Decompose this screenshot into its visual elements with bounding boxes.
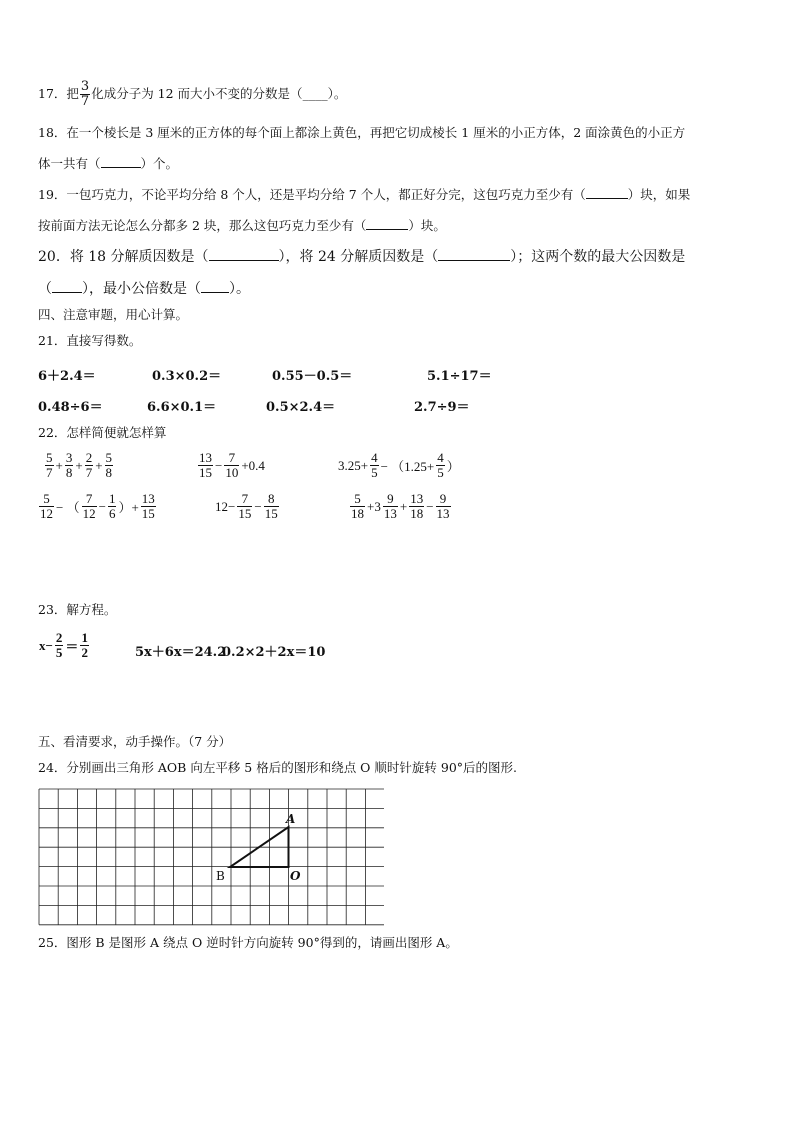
- grid-diagram: [38, 788, 384, 926]
- q17-end: ）。: [327, 86, 347, 101]
- q19-blank-2[interactable]: [366, 218, 408, 230]
- fraction-denominator: 7: [80, 94, 90, 109]
- question-25-text: 25．图形 B 是图形 A 绕点 O 逆时针方向旋转 90°得到的，请画出图形 A。: [38, 935, 458, 950]
- question-18-line2: [38, 156, 178, 172]
- q18-blank[interactable]: [101, 156, 141, 168]
- q17-fraction: [80, 80, 90, 109]
- q18-end: ）个。: [140, 156, 179, 171]
- question-22-title: 22．怎样简便就怎样算: [38, 425, 167, 440]
- calc-item: 2.7÷9＝: [414, 400, 470, 415]
- fraction-numerator: 3: [80, 79, 90, 94]
- question-17: [38, 80, 346, 109]
- question-21-title: 21．直接写得数。: [38, 333, 142, 348]
- q17-text: 化成分子为 12 而大小不变的分数是（: [91, 86, 303, 101]
- calc-item: 0.3×0.2＝: [152, 369, 222, 384]
- section-5-heading: 五、看清要求，动手操作。（7 分）: [38, 734, 232, 749]
- expression-3: 3.25+ $\frac{4}{5}$ − （1.25+ $\frac{4}{5}$ ）: [338, 450, 460, 480]
- q19-text-2: 按前面方法无论怎么分都多 2 块，那么这包巧克力至少有（: [38, 218, 367, 233]
- q18-text: 体一共有（: [38, 156, 101, 171]
- q20-text-d: （: [38, 281, 52, 297]
- question-19-line2: [38, 218, 446, 234]
- q19-end: ）块。: [408, 218, 446, 233]
- calc-item: 0.48÷6＝: [38, 400, 103, 415]
- point-o-label: O: [290, 869, 301, 883]
- q20-text-b: ），将 24 分解质因数是（: [278, 249, 439, 265]
- expression-1: $\frac{5}{7}$ + $\frac{3}{8}$ + $\frac{2}{7}$ + $\frac{5}{8}$: [46, 450, 113, 480]
- question-19-line1: [38, 187, 690, 203]
- equation-1: x− $\frac{2}{5}$ ＝ $\frac{1}{2}$: [39, 630, 88, 660]
- calc-item: 6＋2.4＝: [38, 369, 96, 384]
- q17-pre: 把: [66, 86, 79, 101]
- calc-item: 6.6×0.1＝: [147, 400, 217, 415]
- expression-6: $\frac{5}{18}$ +3 $\frac{9}{13}$ + $\frac{13}{18}$ − $\frac{9}{13}$: [351, 491, 450, 521]
- point-a-label: A: [286, 812, 296, 826]
- q20-blank-3[interactable]: [52, 281, 82, 293]
- q19-text-end: ）块，如果: [627, 187, 691, 202]
- question-20-line2: [38, 280, 250, 298]
- question-20-line1: [38, 248, 685, 266]
- calc-item: 0.55－0.5＝: [272, 369, 353, 384]
- equation-3: 0.2×2＋2x＝10: [222, 645, 326, 660]
- q17-number: 17．: [38, 86, 67, 101]
- q19-blank-1[interactable]: [586, 187, 628, 199]
- question-18-line1: 18．在一个棱长是 3 厘米的正方体的每个面上都涂上黄色，再把它切成棱长 1 厘米的小正方体，2 面涂黄色的小正方: [38, 125, 686, 140]
- expression-2: $\frac{13}{15}$ − $\frac{7}{10}$ +0.4: [199, 450, 265, 480]
- q19-text: 19．一包巧克力，不论平均分给 8 个人，还是平均分给 7 个人，都正好分完，这包巧克力至少有（: [38, 187, 586, 202]
- equation-2: 5x＋6x＝24.2: [135, 645, 227, 660]
- calc-item: 0.5×2.4＝: [266, 400, 336, 415]
- q20-text-f: ）。: [229, 281, 250, 297]
- question-23-title: 23．解方程。: [38, 602, 117, 617]
- calc-item: 5.1÷17＝: [427, 369, 492, 384]
- q20-text-e: ），最小公倍数是（: [82, 281, 201, 297]
- q20-blank-4[interactable]: [201, 281, 229, 293]
- expression-4: $\frac{5}{12}$ − （ $\frac{7}{12}$ − $\frac{1}{6}$ ）+ $\frac{13}{15}$: [40, 491, 155, 521]
- q17-blank: ____: [302, 86, 328, 101]
- section-4-heading: 四、注意审题，用心计算。: [38, 307, 189, 322]
- expression-5: 12− $\frac{7}{15}$ − $\frac{8}{15}$: [215, 491, 278, 521]
- q20-blank-1[interactable]: [209, 249, 279, 261]
- q20-text-a: 20．将 18 分解质因数是（: [38, 249, 209, 265]
- q20-text-c: ）；这两个数的最大公因数是: [510, 249, 686, 265]
- question-24-text: 24．分别画出三角形 AOB 向左平移 5 格后的图形和绕点 O 顺时针旋转 90°后的图形.: [38, 760, 518, 775]
- point-b-label: B: [216, 869, 225, 883]
- q20-blank-2[interactable]: [438, 249, 510, 261]
